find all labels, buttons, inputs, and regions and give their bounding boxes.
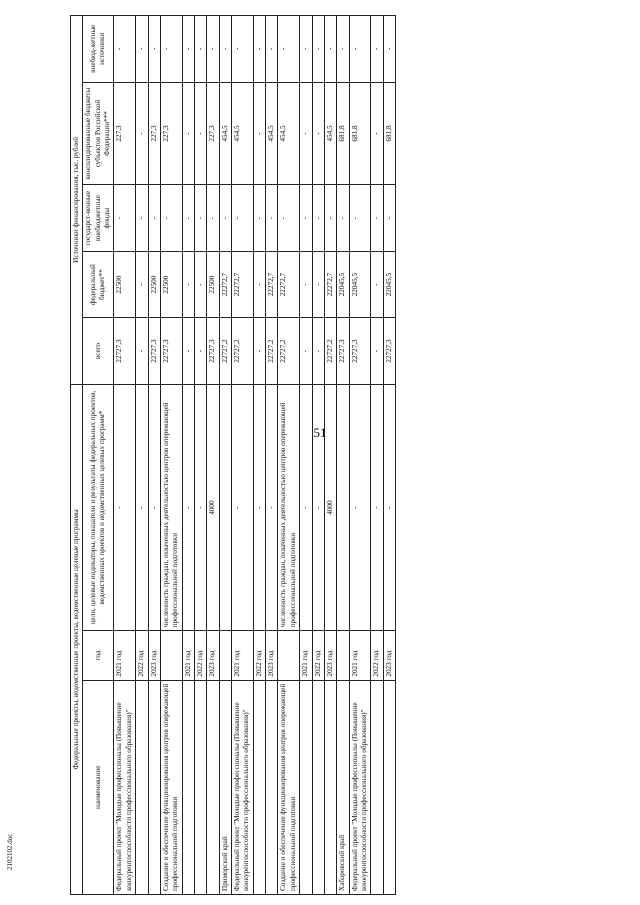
table-row — [312, 16, 324, 895]
row-name — [207, 680, 219, 894]
row-offbudget: - — [253, 185, 265, 251]
row-total: 22727,3 — [383, 318, 395, 384]
col-header-indicators: цели, целевые индикаторы, показатели и результаты федеральных проектов, ведомственных проектов и ведомственных целевых программ* — [83, 384, 114, 631]
row-indicator: 4000 — [324, 384, 336, 631]
row-other: - — [349, 16, 371, 83]
row-total: 22727,2 — [266, 318, 278, 384]
row-offbudget: - — [194, 185, 206, 251]
row-indicator: численность граждан, охваченных деятельностью центров опережающей профессиональной подготовки — [160, 384, 182, 631]
table-row — [337, 16, 349, 895]
row-regional: 681,8 — [337, 82, 349, 185]
row-regional: 227,3 — [207, 82, 219, 185]
table-row — [114, 16, 136, 895]
table-row — [148, 16, 160, 895]
row-total: 22727,2 — [278, 318, 300, 384]
table-row — [266, 16, 278, 895]
table-row — [194, 16, 206, 895]
table-row — [232, 16, 254, 895]
row-year: 2023 год — [148, 631, 160, 680]
row-total: - — [312, 318, 324, 384]
row-indicator: - — [371, 384, 383, 631]
row-indicator: - — [114, 384, 136, 631]
table-row — [383, 16, 395, 895]
row-year: 2022 год — [194, 631, 206, 680]
row-name — [266, 680, 278, 894]
row-indicator — [337, 384, 349, 631]
row-federal: 22272,7 — [219, 251, 231, 317]
row-other: - — [207, 16, 219, 83]
row-total: 22727,3 — [337, 318, 349, 384]
table-row — [278, 16, 300, 895]
row-regional: 227,3 — [148, 82, 160, 185]
row-offbudget: - — [278, 185, 300, 251]
row-offbudget: - — [114, 185, 136, 251]
table-row — [349, 16, 371, 895]
row-year: 2022 год — [371, 631, 383, 680]
row-other: - — [278, 16, 300, 83]
col-header-offbudget-funds: государст-венные внебюджетные фонды — [83, 185, 114, 251]
row-total: - — [371, 318, 383, 384]
row-other: - — [337, 16, 349, 83]
row-federal: 22272,7 — [278, 251, 300, 317]
row-indicator: - — [182, 384, 194, 631]
row-federal: 22500 — [160, 251, 182, 317]
row-other: - — [253, 16, 265, 83]
row-year: 2023 год — [383, 631, 395, 680]
row-federal: - — [253, 251, 265, 317]
row-other: - — [114, 16, 136, 83]
row-indicator: - — [312, 384, 324, 631]
row-name — [324, 680, 336, 894]
row-offbudget: - — [324, 185, 336, 251]
table-row — [371, 16, 383, 895]
table-row — [182, 16, 194, 895]
row-federal: 22500 — [207, 251, 219, 317]
row-federal: 22272,7 — [232, 251, 254, 317]
row-total: 22727,2 — [219, 318, 231, 384]
col-header-year: год — [83, 631, 114, 680]
row-other: - — [148, 16, 160, 83]
row-total: 22727,3 — [349, 318, 371, 384]
row-offbudget: - — [182, 185, 194, 251]
row-year — [278, 631, 300, 680]
row-offbudget: - — [207, 185, 219, 251]
row-total: 22727,2 — [324, 318, 336, 384]
row-total: 22727,3 — [160, 318, 182, 384]
row-offbudget: - — [349, 185, 371, 251]
row-regional: 454,5 — [278, 82, 300, 185]
row-federal: 22045,5 — [337, 251, 349, 317]
page-number: 51 — [313, 425, 327, 440]
row-indicator: - — [266, 384, 278, 631]
row-name — [383, 680, 395, 894]
table-row — [300, 16, 312, 895]
header-group-projects: Федеральные проекты, ведомственные проекты, ведомственные целевые программы — [71, 384, 83, 894]
row-federal: - — [371, 251, 383, 317]
row-total: - — [182, 318, 194, 384]
row-year: 2021 год — [349, 631, 371, 680]
row-offbudget: - — [136, 185, 148, 251]
row-total: - — [194, 318, 206, 384]
row-offbudget: - — [219, 185, 231, 251]
row-regional: 454,5 — [324, 82, 336, 185]
row-year: 2021 год — [114, 631, 136, 680]
row-total: 22727,2 — [232, 318, 254, 384]
col-header-regional: консолидированные бюджеты субъектов Российской Федерации*** — [83, 82, 114, 185]
row-regional: - — [253, 82, 265, 185]
row-other: - — [300, 16, 312, 83]
row-indicator: - — [136, 384, 148, 631]
row-other: - — [182, 16, 194, 83]
row-indicator: - — [148, 384, 160, 631]
row-other: - — [136, 16, 148, 83]
row-total: 22727,3 — [207, 318, 219, 384]
row-offbudget: - — [266, 185, 278, 251]
row-year: 2021 год — [232, 631, 254, 680]
row-name — [300, 680, 312, 894]
col-header-name: наименование — [83, 680, 114, 894]
rotated-table-container — [70, 15, 590, 895]
row-offbudget: - — [300, 185, 312, 251]
row-name — [194, 680, 206, 894]
row-regional: - — [300, 82, 312, 185]
row-federal: 22045,5 — [383, 251, 395, 317]
row-total: 22727,3 — [148, 318, 160, 384]
row-indicator: 4000 — [207, 384, 219, 631]
row-regional: - — [136, 82, 148, 185]
row-year: 2023 год — [324, 631, 336, 680]
row-year: 2023 год — [207, 631, 219, 680]
col-header-total: всего — [83, 318, 114, 384]
col-header-federal: федеральный бюджет** — [83, 251, 114, 317]
row-regional: - — [312, 82, 324, 185]
row-regional: 681,8 — [349, 82, 371, 185]
row-offbudget: - — [148, 185, 160, 251]
row-name: Федеральный проект "Молодые профессионалы (Повышение конкурентоспособности профессионального образования)" — [114, 680, 136, 894]
row-offbudget: - — [312, 185, 324, 251]
row-indicator: - — [300, 384, 312, 631]
row-federal: - — [182, 251, 194, 317]
table-row — [253, 16, 265, 895]
row-name — [253, 680, 265, 894]
col-header-other: внебюд-жетные источники — [83, 16, 114, 83]
row-regional: 454,5 — [219, 82, 231, 185]
row-total: - — [300, 318, 312, 384]
header-group-financing: Источники финансирования, тыс. рублей — [71, 16, 83, 385]
row-year: 2021 год — [182, 631, 194, 680]
row-other: - — [383, 16, 395, 83]
row-year: 2021 год — [300, 631, 312, 680]
row-indicator: - — [383, 384, 395, 631]
row-federal: 22045,5 — [349, 251, 371, 317]
row-indicator: численность граждан, охваченных деятельностью центров опережающей профессиональной подготовки — [278, 384, 300, 631]
row-regional: - — [194, 82, 206, 185]
row-regional: 454,5 — [232, 82, 254, 185]
row-indicator: - — [349, 384, 371, 631]
row-regional: - — [371, 82, 383, 185]
row-offbudget: - — [160, 185, 182, 251]
row-other: - — [266, 16, 278, 83]
row-federal: 22500 — [148, 251, 160, 317]
row-federal: - — [136, 251, 148, 317]
row-offbudget: - — [337, 185, 349, 251]
row-federal: - — [300, 251, 312, 317]
row-other: - — [219, 16, 231, 83]
table-row — [207, 16, 219, 895]
row-regional: 681,8 — [383, 82, 395, 185]
row-federal: 22272,7 — [266, 251, 278, 317]
row-other: - — [312, 16, 324, 83]
row-total: 22727,3 — [114, 318, 136, 384]
table-row — [324, 16, 336, 895]
row-offbudget: - — [232, 185, 254, 251]
row-name — [312, 680, 324, 894]
row-year — [160, 631, 182, 680]
row-year: 2023 год — [266, 631, 278, 680]
row-indicator: - — [253, 384, 265, 631]
row-name: Создание и обеспечение функционирования центров опережающей профессиональной подготовки — [278, 680, 300, 894]
row-name: Создание и обеспечение функционирования центров опережающей профессиональной подготовки — [160, 680, 182, 894]
row-federal: 22272,7 — [324, 251, 336, 317]
row-year: 2022 год — [253, 631, 265, 680]
row-year — [219, 631, 231, 680]
table-row — [219, 16, 231, 895]
row-year: 2022 год — [136, 631, 148, 680]
row-name — [148, 680, 160, 894]
table-row — [136, 16, 148, 895]
row-other: - — [371, 16, 383, 83]
row-name — [136, 680, 148, 894]
row-other: - — [194, 16, 206, 83]
row-year — [337, 631, 349, 680]
row-indicator: - — [194, 384, 206, 631]
row-name: Федеральный проект "Молодые профессионалы (Повышение конкурентоспособности профессионального образования)" — [349, 680, 371, 894]
row-federal: 22500 — [114, 251, 136, 317]
row-regional: 454,5 — [266, 82, 278, 185]
row-offbudget: - — [383, 185, 395, 251]
row-year: 2022 год — [312, 631, 324, 680]
row-offbudget: - — [371, 185, 383, 251]
row-total: - — [136, 318, 148, 384]
row-federal: - — [194, 251, 206, 317]
row-name: Хабаровский край — [337, 680, 349, 894]
row-other: - — [160, 16, 182, 83]
row-name: Приморский край — [219, 680, 231, 894]
financing-table — [70, 15, 396, 895]
row-indicator — [219, 384, 231, 631]
footer-code: 2102102.doc — [6, 833, 14, 870]
row-indicator: - — [232, 384, 254, 631]
row-other: - — [324, 16, 336, 83]
row-name — [371, 680, 383, 894]
row-federal: - — [312, 251, 324, 317]
row-name: Федеральный проект "Молодые профессионалы (Повышение конкурентоспособности профессионального образования)" — [232, 680, 254, 894]
row-total: - — [253, 318, 265, 384]
row-regional: 227,3 — [114, 82, 136, 185]
row-name — [182, 680, 194, 894]
row-regional: - — [182, 82, 194, 185]
table-row — [160, 16, 182, 895]
row-other: - — [232, 16, 254, 83]
row-regional: 227,3 — [160, 82, 182, 185]
